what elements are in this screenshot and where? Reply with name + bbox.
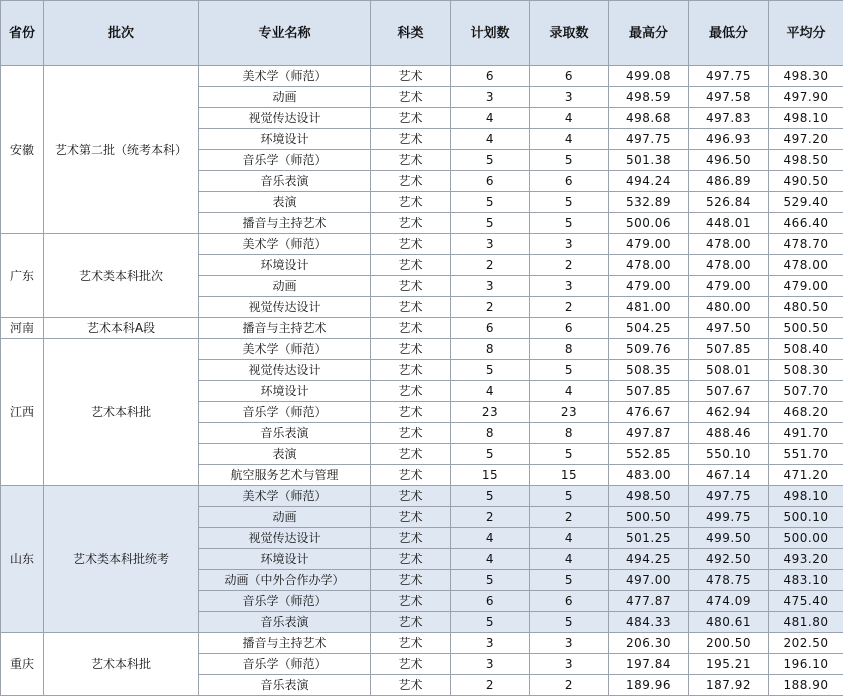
min-score-cell: 499.50 <box>689 528 769 549</box>
max-score-cell: 189.96 <box>609 675 689 696</box>
major-cell: 播音与主持艺术 <box>199 318 371 339</box>
avg-score-cell: 498.10 <box>769 108 843 129</box>
category-cell: 艺术 <box>371 549 451 570</box>
plan-count-cell: 4 <box>451 528 530 549</box>
major-cell: 视觉传达设计 <box>199 297 371 318</box>
plan-count-cell: 2 <box>451 297 530 318</box>
batch-cell: 艺术类本科批统考 <box>44 486 199 633</box>
admitted-count-cell: 5 <box>530 213 609 234</box>
category-cell: 艺术 <box>371 297 451 318</box>
batch-cell: 艺术类本科批次 <box>44 234 199 318</box>
header-major: 专业名称 <box>199 1 371 66</box>
min-score-cell: 497.75 <box>689 66 769 87</box>
avg-score-cell: 196.10 <box>769 654 843 675</box>
major-cell: 音乐学（师范） <box>199 150 371 171</box>
header-batch: 批次 <box>44 1 199 66</box>
major-cell: 播音与主持艺术 <box>199 213 371 234</box>
major-cell: 环境设计 <box>199 129 371 150</box>
admitted-count-cell: 4 <box>530 129 609 150</box>
admitted-count-cell: 8 <box>530 423 609 444</box>
major-cell: 音乐学（师范） <box>199 402 371 423</box>
max-score-cell: 501.25 <box>609 528 689 549</box>
admitted-count-cell: 2 <box>530 297 609 318</box>
min-score-cell: 507.67 <box>689 381 769 402</box>
avg-score-cell: 500.00 <box>769 528 843 549</box>
admitted-count-cell: 3 <box>530 654 609 675</box>
avg-score-cell: 468.20 <box>769 402 843 423</box>
major-cell: 美术学（师范） <box>199 339 371 360</box>
header-row <box>1 1 843 66</box>
category-cell: 艺术 <box>371 654 451 675</box>
header-province: 省份 <box>1 1 44 66</box>
plan-count-cell: 23 <box>451 402 530 423</box>
avg-score-cell: 497.90 <box>769 87 843 108</box>
province-cell: 重庆 <box>1 633 44 696</box>
major-cell: 环境设计 <box>199 381 371 402</box>
avg-score-cell: 500.50 <box>769 318 843 339</box>
province-cell: 广东 <box>1 234 44 318</box>
category-cell: 艺术 <box>371 234 451 255</box>
plan-count-cell: 3 <box>451 276 530 297</box>
category-cell: 艺术 <box>371 381 451 402</box>
category-cell: 艺术 <box>371 150 451 171</box>
category-cell: 艺术 <box>371 633 451 654</box>
plan-count-cell: 6 <box>451 591 530 612</box>
category-cell: 艺术 <box>371 255 451 276</box>
admitted-count-cell: 6 <box>530 591 609 612</box>
plan-count-cell: 4 <box>451 381 530 402</box>
min-score-cell: 550.10 <box>689 444 769 465</box>
admitted-count-cell: 6 <box>530 66 609 87</box>
admitted-count-cell: 2 <box>530 255 609 276</box>
max-score-cell: 494.25 <box>609 549 689 570</box>
plan-count-cell: 5 <box>451 192 530 213</box>
min-score-cell: 508.01 <box>689 360 769 381</box>
category-cell: 艺术 <box>371 675 451 696</box>
avg-score-cell: 478.70 <box>769 234 843 255</box>
admitted-count-cell: 3 <box>530 633 609 654</box>
admitted-count-cell: 5 <box>530 150 609 171</box>
category-cell: 艺术 <box>371 423 451 444</box>
min-score-cell: 478.00 <box>689 255 769 276</box>
max-score-cell: 498.59 <box>609 87 689 108</box>
major-cell: 音乐学（师范） <box>199 654 371 675</box>
major-cell: 视觉传达设计 <box>199 360 371 381</box>
plan-count-cell: 5 <box>451 150 530 171</box>
avg-score-cell: 493.20 <box>769 549 843 570</box>
min-score-cell: 499.75 <box>689 507 769 528</box>
major-cell: 音乐表演 <box>199 423 371 444</box>
category-cell: 艺术 <box>371 465 451 486</box>
min-score-cell: 497.83 <box>689 108 769 129</box>
min-score-cell: 497.58 <box>689 87 769 108</box>
min-score-cell: 467.14 <box>689 465 769 486</box>
avg-score-cell: 490.50 <box>769 171 843 192</box>
min-score-cell: 474.09 <box>689 591 769 612</box>
min-score-cell: 462.94 <box>689 402 769 423</box>
table-row <box>1 633 843 654</box>
category-cell: 艺术 <box>371 486 451 507</box>
major-cell: 视觉传达设计 <box>199 528 371 549</box>
min-score-cell: 526.84 <box>689 192 769 213</box>
batch-cell: 艺术第二批（统考本科） <box>44 66 199 234</box>
max-score-cell: 500.06 <box>609 213 689 234</box>
plan-count-cell: 4 <box>451 108 530 129</box>
table-row <box>1 66 843 87</box>
admitted-count-cell: 5 <box>530 570 609 591</box>
admitted-count-cell: 4 <box>530 528 609 549</box>
header-category: 科类 <box>371 1 451 66</box>
avg-score-cell: 508.40 <box>769 339 843 360</box>
plan-count-cell: 3 <box>451 87 530 108</box>
admitted-count-cell: 15 <box>530 465 609 486</box>
min-score-cell: 496.93 <box>689 129 769 150</box>
avg-score-cell: 500.10 <box>769 507 843 528</box>
max-score-cell: 476.67 <box>609 402 689 423</box>
major-cell: 音乐学（师范） <box>199 591 371 612</box>
category-cell: 艺术 <box>371 318 451 339</box>
admitted-count-cell: 5 <box>530 612 609 633</box>
avg-score-cell: 478.00 <box>769 255 843 276</box>
category-cell: 艺术 <box>371 66 451 87</box>
category-cell: 艺术 <box>371 108 451 129</box>
min-score-cell: 480.61 <box>689 612 769 633</box>
category-cell: 艺术 <box>371 528 451 549</box>
min-score-cell: 478.75 <box>689 570 769 591</box>
major-cell: 美术学（师范） <box>199 66 371 87</box>
plan-count-cell: 6 <box>451 66 530 87</box>
max-score-cell: 499.08 <box>609 66 689 87</box>
table-row <box>1 339 843 360</box>
avg-score-cell: 507.70 <box>769 381 843 402</box>
min-score-cell: 187.92 <box>689 675 769 696</box>
plan-count-cell: 2 <box>451 507 530 528</box>
plan-count-cell: 5 <box>451 486 530 507</box>
min-score-cell: 478.00 <box>689 234 769 255</box>
plan-count-cell: 6 <box>451 318 530 339</box>
plan-count-cell: 4 <box>451 129 530 150</box>
category-cell: 艺术 <box>371 87 451 108</box>
admitted-count-cell: 4 <box>530 108 609 129</box>
province-cell: 山东 <box>1 486 44 633</box>
admitted-count-cell: 5 <box>530 360 609 381</box>
category-cell: 艺术 <box>371 591 451 612</box>
major-cell: 美术学（师范） <box>199 234 371 255</box>
major-cell: 音乐表演 <box>199 612 371 633</box>
min-score-cell: 497.75 <box>689 486 769 507</box>
max-score-cell: 497.87 <box>609 423 689 444</box>
admitted-count-cell: 3 <box>530 234 609 255</box>
max-score-cell: 197.84 <box>609 654 689 675</box>
major-cell: 表演 <box>199 444 371 465</box>
admitted-count-cell: 4 <box>530 549 609 570</box>
min-score-cell: 200.50 <box>689 633 769 654</box>
major-cell: 音乐表演 <box>199 675 371 696</box>
max-score-cell: 508.35 <box>609 360 689 381</box>
max-score-cell: 500.50 <box>609 507 689 528</box>
major-cell: 动画 <box>199 87 371 108</box>
avg-score-cell: 480.50 <box>769 297 843 318</box>
admitted-count-cell: 4 <box>530 381 609 402</box>
table-row <box>1 318 843 339</box>
min-score-cell: 486.89 <box>689 171 769 192</box>
major-cell: 播音与主持艺术 <box>199 633 371 654</box>
avg-score-cell: 508.30 <box>769 360 843 381</box>
min-score-cell: 497.50 <box>689 318 769 339</box>
major-cell: 音乐表演 <box>199 171 371 192</box>
table-body <box>1 66 843 696</box>
category-cell: 艺术 <box>371 276 451 297</box>
category-cell: 艺术 <box>371 444 451 465</box>
avg-score-cell: 529.40 <box>769 192 843 213</box>
table-row <box>1 486 843 507</box>
plan-count-cell: 3 <box>451 654 530 675</box>
plan-count-cell: 15 <box>451 465 530 486</box>
plan-count-cell: 8 <box>451 339 530 360</box>
max-score-cell: 552.85 <box>609 444 689 465</box>
max-score-cell: 478.00 <box>609 255 689 276</box>
batch-cell: 艺术本科批 <box>44 633 199 696</box>
plan-count-cell: 5 <box>451 444 530 465</box>
min-score-cell: 480.00 <box>689 297 769 318</box>
category-cell: 艺术 <box>371 171 451 192</box>
min-score-cell: 507.85 <box>689 339 769 360</box>
avg-score-cell: 551.70 <box>769 444 843 465</box>
max-score-cell: 507.85 <box>609 381 689 402</box>
plan-count-cell: 2 <box>451 675 530 696</box>
major-cell: 航空服务艺术与管理 <box>199 465 371 486</box>
max-score-cell: 481.00 <box>609 297 689 318</box>
max-score-cell: 509.76 <box>609 339 689 360</box>
avg-score-cell: 479.00 <box>769 276 843 297</box>
max-score-cell: 477.87 <box>609 591 689 612</box>
header-avg-score: 平均分 <box>769 1 843 66</box>
province-cell: 安徽 <box>1 66 44 234</box>
avg-score-cell: 498.50 <box>769 150 843 171</box>
category-cell: 艺术 <box>371 402 451 423</box>
plan-count-cell: 3 <box>451 633 530 654</box>
avg-score-cell: 491.70 <box>769 423 843 444</box>
avg-score-cell: 471.20 <box>769 465 843 486</box>
max-score-cell: 479.00 <box>609 234 689 255</box>
category-cell: 艺术 <box>371 213 451 234</box>
category-cell: 艺术 <box>371 570 451 591</box>
max-score-cell: 494.24 <box>609 171 689 192</box>
avg-score-cell: 481.80 <box>769 612 843 633</box>
max-score-cell: 483.00 <box>609 465 689 486</box>
min-score-cell: 448.01 <box>689 213 769 234</box>
max-score-cell: 501.38 <box>609 150 689 171</box>
admitted-count-cell: 3 <box>530 276 609 297</box>
major-cell: 环境设计 <box>199 255 371 276</box>
province-cell: 河南 <box>1 318 44 339</box>
avg-score-cell: 497.20 <box>769 129 843 150</box>
plan-count-cell: 2 <box>451 255 530 276</box>
admitted-count-cell: 5 <box>530 192 609 213</box>
admitted-count-cell: 2 <box>530 507 609 528</box>
min-score-cell: 195.21 <box>689 654 769 675</box>
max-score-cell: 479.00 <box>609 276 689 297</box>
avg-score-cell: 466.40 <box>769 213 843 234</box>
min-score-cell: 479.00 <box>689 276 769 297</box>
major-cell: 动画（中外合作办学） <box>199 570 371 591</box>
plan-count-cell: 3 <box>451 234 530 255</box>
avg-score-cell: 475.40 <box>769 591 843 612</box>
max-score-cell: 206.30 <box>609 633 689 654</box>
plan-count-cell: 8 <box>451 423 530 444</box>
category-cell: 艺术 <box>371 507 451 528</box>
max-score-cell: 504.25 <box>609 318 689 339</box>
avg-score-cell: 498.10 <box>769 486 843 507</box>
major-cell: 视觉传达设计 <box>199 108 371 129</box>
min-score-cell: 496.50 <box>689 150 769 171</box>
category-cell: 艺术 <box>371 612 451 633</box>
admitted-count-cell: 3 <box>530 87 609 108</box>
major-cell: 环境设计 <box>199 549 371 570</box>
admitted-count-cell: 6 <box>530 171 609 192</box>
header-plan-count: 计划数 <box>451 1 530 66</box>
batch-cell: 艺术本科A段 <box>44 318 199 339</box>
header-min-score: 最低分 <box>689 1 769 66</box>
plan-count-cell: 6 <box>451 171 530 192</box>
admitted-count-cell: 23 <box>530 402 609 423</box>
major-cell: 美术学（师范） <box>199 486 371 507</box>
max-score-cell: 484.33 <box>609 612 689 633</box>
avg-score-cell: 188.90 <box>769 675 843 696</box>
avg-score-cell: 202.50 <box>769 633 843 654</box>
major-cell: 动画 <box>199 276 371 297</box>
category-cell: 艺术 <box>371 192 451 213</box>
plan-count-cell: 4 <box>451 549 530 570</box>
avg-score-cell: 483.10 <box>769 570 843 591</box>
plan-count-cell: 5 <box>451 360 530 381</box>
max-score-cell: 498.50 <box>609 486 689 507</box>
plan-count-cell: 5 <box>451 213 530 234</box>
plan-count-cell: 5 <box>451 570 530 591</box>
admitted-count-cell: 8 <box>530 339 609 360</box>
header-admitted-count: 录取数 <box>530 1 609 66</box>
category-cell: 艺术 <box>371 360 451 381</box>
admitted-count-cell: 6 <box>530 318 609 339</box>
admitted-count-cell: 5 <box>530 444 609 465</box>
max-score-cell: 498.68 <box>609 108 689 129</box>
header-max-score: 最高分 <box>609 1 689 66</box>
admitted-count-cell: 5 <box>530 486 609 507</box>
category-cell: 艺术 <box>371 339 451 360</box>
category-cell: 艺术 <box>371 129 451 150</box>
max-score-cell: 532.89 <box>609 192 689 213</box>
major-cell: 动画 <box>199 507 371 528</box>
table-row <box>1 234 843 255</box>
admitted-count-cell: 2 <box>530 675 609 696</box>
max-score-cell: 497.00 <box>609 570 689 591</box>
plan-count-cell: 5 <box>451 612 530 633</box>
major-cell: 表演 <box>199 192 371 213</box>
avg-score-cell: 498.30 <box>769 66 843 87</box>
batch-cell: 艺术本科批 <box>44 339 199 486</box>
max-score-cell: 497.75 <box>609 129 689 150</box>
min-score-cell: 492.50 <box>689 549 769 570</box>
min-score-cell: 488.46 <box>689 423 769 444</box>
province-cell: 江西 <box>1 339 44 486</box>
